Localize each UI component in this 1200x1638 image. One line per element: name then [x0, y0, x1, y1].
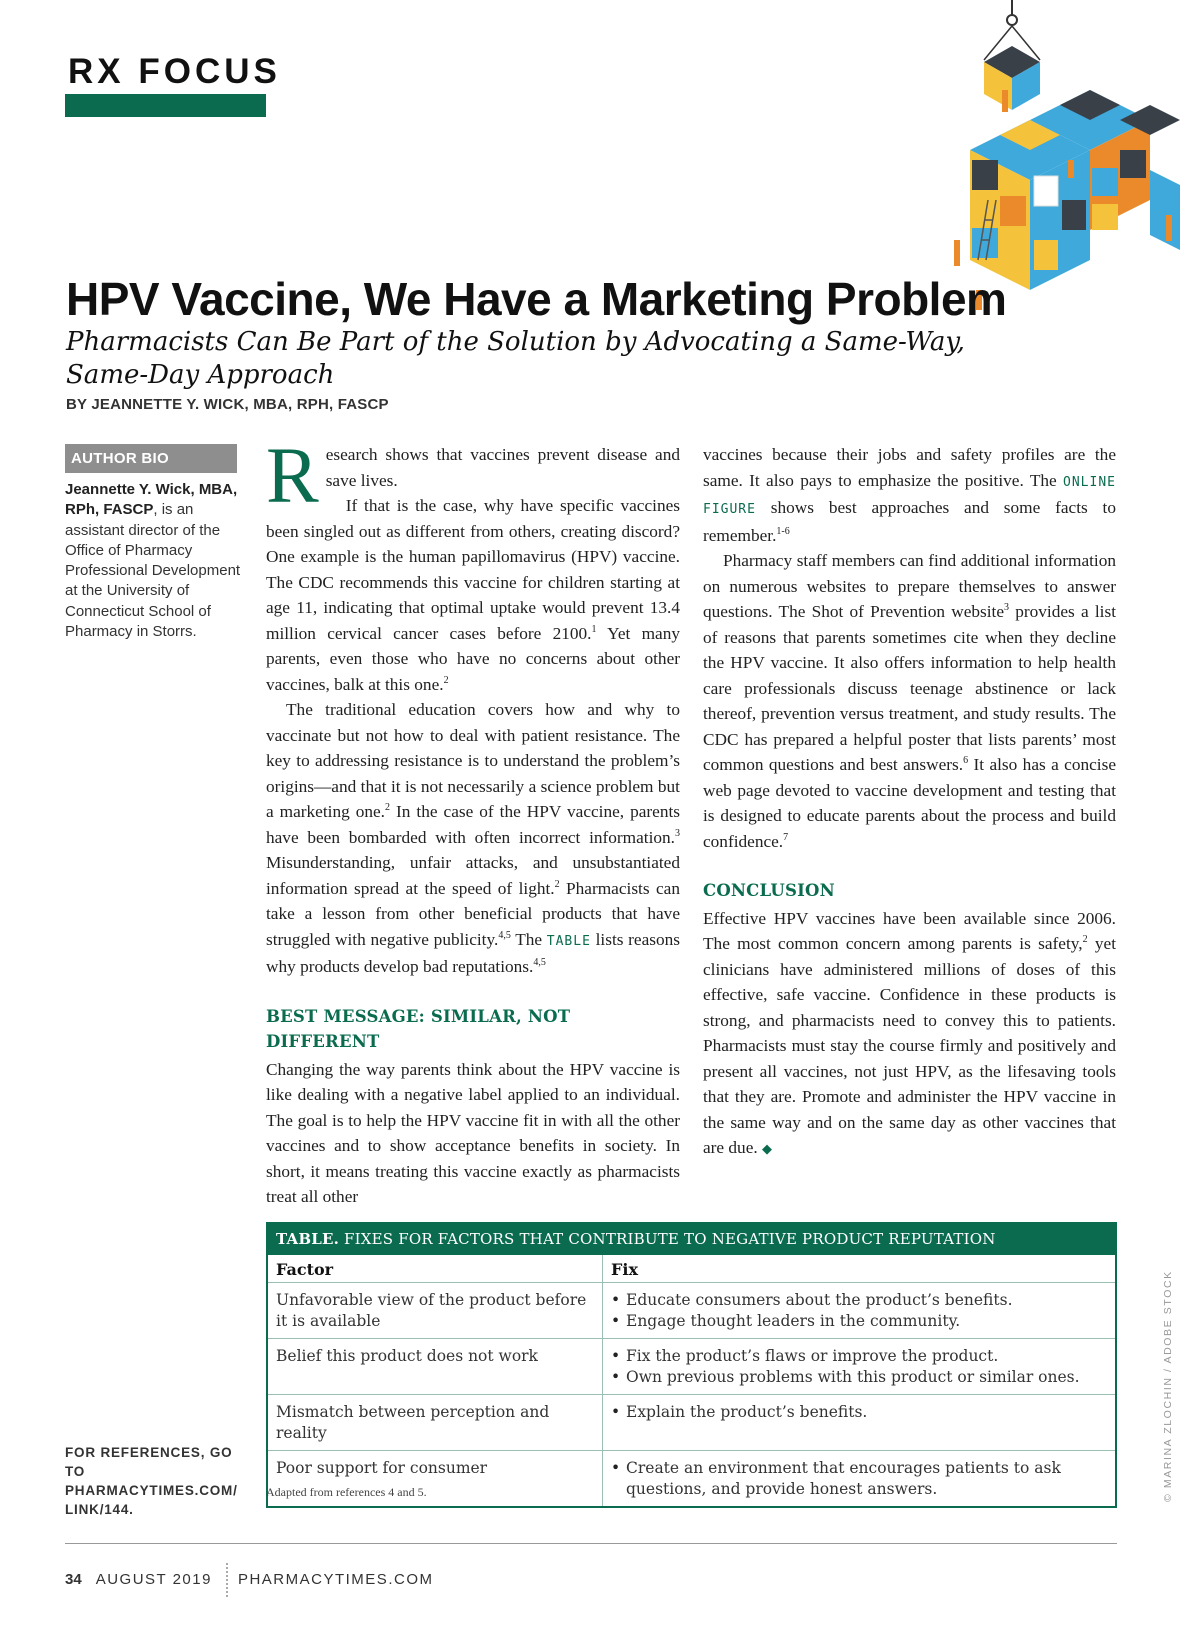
fix-item: • Create an environment that encourages patients to ask questions, and provide honest answers. — [611, 1458, 1107, 1500]
paragraph-6: Pharmacy staff members can find additional information on numerous websites to prepare themselves to answer questions. The Shot of Prevention website$^3$ provides a list of reasons that parents sometimes cite when they decline the HPV vaccine. It also offers information to help health care professionals discuss teenage abstinence or lack thereof, prevention versus treatment, and study results. The CDC has prepared a helpful poster that lists parents’ most common questions and best answers.$^6$ It also has a concise web page devoted to vaccine development and testing that is designed to educate parents about the process and build confidence.$^7$ — [703, 551, 1116, 851]
fix-cell — [603, 1339, 1116, 1395]
reputation-table — [266, 1222, 1117, 1508]
body-column-1 — [266, 433, 681, 1210]
drop-cap: R — [266, 433, 319, 520]
paragraph-3: The traditional education covers how and why to vaccinate but not how to deal with patient resistance. The key to addressing resistance is to understand the problem’s origins—and that it is not necessarily a science problem but a marketing one.$^2$ In the case of the HPV vaccine, parents have been bombarded with often incorrect information.$^3$ Misunderstanding, unfair attacks, and unsubstantiated information spread at the speed of light.$^2$ Pharmacists can take a lesson from other beneficial products that have struggled with negative publicity.$^{4,5}$ The TABLE lists reasons why products develop bad reputations.$^{4,5}$ — [266, 700, 681, 976]
fix-item: • Fix the product’s flaws or improve the product. — [611, 1346, 1107, 1367]
fix-cell — [603, 1395, 1116, 1451]
table-row — [268, 1339, 1115, 1395]
photo-credit: © MARINA ZLOCHIN / ADOBE STOCK — [1162, 1270, 1174, 1502]
paragraph-4: Changing the way parents think about the HPV vaccine is like dealing with a negative label applied to an individual. The goal is to help the HPV vaccine fit in with all the other vaccines and to show acceptance benefits in society. In short, it means treating this vaccine exactly as pharmacists treat all other — [266, 1059, 680, 1206]
article-subtitle: Pharmacists Can Be Part of the Solution by Advocating a Same-Way, Same-Day Approach — [66, 327, 965, 390]
paragraph-1: Research shows that vaccines prevent disease and save lives. — [266, 433, 680, 520]
table-row — [268, 1395, 1115, 1451]
footer — [65, 1563, 433, 1597]
subhead-conclusion: CONCLUSION — [703, 881, 835, 900]
author-bio-heading: AUTHOR BIO — [65, 444, 237, 473]
fix-item: • Educate consumers about the product’s benefits. — [611, 1290, 1107, 1311]
body-column-2 — [703, 442, 1116, 1162]
table-body — [268, 1255, 1115, 1506]
fix-item: • Explain the product’s benefits. — [611, 1402, 1107, 1423]
footer-divider — [226, 1563, 228, 1597]
table-row — [268, 1283, 1115, 1339]
factor-cell: Belief this product does not work — [268, 1339, 603, 1395]
fix-item: • Own previous problems with this product or similar ones. — [611, 1367, 1107, 1388]
section-label: RX FOCUS — [68, 52, 281, 91]
table-link[interactable]: TABLE — [546, 933, 591, 949]
paragraph-5: vaccines because their jobs and safety profiles are the same. It also pays to emphasize the positive. The ONLINE FIGURE shows best approaches and some facts to remember.$^{1-6}$ — [703, 445, 1116, 545]
page-number: 34 — [65, 1570, 82, 1588]
end-mark-icon: ◆ — [762, 1141, 773, 1156]
factor-cell: Poor support for consumer — [268, 1451, 603, 1507]
table-header-row — [268, 1255, 1115, 1283]
online-figure-link[interactable]: ONLINE FIGURE — [703, 474, 1116, 517]
issue-date: AUGUST 2019 — [95, 1570, 212, 1588]
factor-cell: Unfavorable view of the product before it is available — [268, 1283, 603, 1339]
fix-cell — [603, 1451, 1116, 1507]
footer-rule — [65, 1543, 1117, 1544]
subhead-best-message: BEST MESSAGE: SIMILAR, NOT DIFFERENT — [266, 1006, 571, 1051]
article-title: HPV Vaccine, We Have a Marketing Problem — [66, 273, 1007, 325]
author-bio — [65, 480, 247, 642]
table-title: TABLE. FIXES FOR FACTORS THAT CONTRIBUTE TO NEGATIVE PRODUCT REPUTATION — [268, 1224, 1115, 1255]
fix-cell — [603, 1283, 1116, 1339]
paragraph-7: Effective HPV vaccines have been available since 2006. The most common concern among parents is safety,$^2$ yet clinicians have administered millions of doses of this effective, safe vaccine. Confidence in these products is strong, and pharmacists need to convey this to patients. Pharmacists must stay the course firmly and positively and present all vaccines, not just HPV, as the lifesaving tools that they are. Promote and administer the HPV vaccine in the same way and on the same day as other vaccines that are due. ◆ — [703, 908, 1116, 1157]
column-header-factor: Factor — [268, 1255, 603, 1283]
table-note: Adapted from references 4 and 5. — [266, 1485, 427, 1499]
paragraph-2: If that is the case, why have specific vaccines been singled out as different from others, creating discord? One example is the human papillomavirus (HPV) vaccine. The CDC recommends this vaccine for children starting at age 11, indicating that optimal uptake would prevent 13.4 million cervical cancer cases before 2100.$^1$ Yet many parents, even those who have no concerns about other vaccines, balk at this one.$^2$ — [266, 496, 680, 694]
section-bar — [65, 94, 266, 117]
factor-cell: Mismatch between perception and reality — [268, 1395, 603, 1451]
column-header-fix: Fix — [603, 1255, 1116, 1283]
footer-site[interactable]: PHARMACYTIMES.COM — [237, 1570, 434, 1588]
fix-item: • Engage thought leaders in the community. — [611, 1311, 1107, 1332]
byline: BY JEANNETTE Y. WICK, MBA, RPH, FASCP — [66, 396, 389, 413]
author-name: Jeannette Y. Wick, MBA, RPh, FASCP — [65, 481, 238, 519]
references-note[interactable]: FOR REFERENCES, GO TO PHARMACYTIMES.COM/ LINK/144. — [65, 1445, 238, 1517]
author-bio-text: , is an assistant director of the Office of Pharmacy Professional Development at the University of Connecticut School of Pharmacy in Storrs. — [65, 501, 241, 641]
